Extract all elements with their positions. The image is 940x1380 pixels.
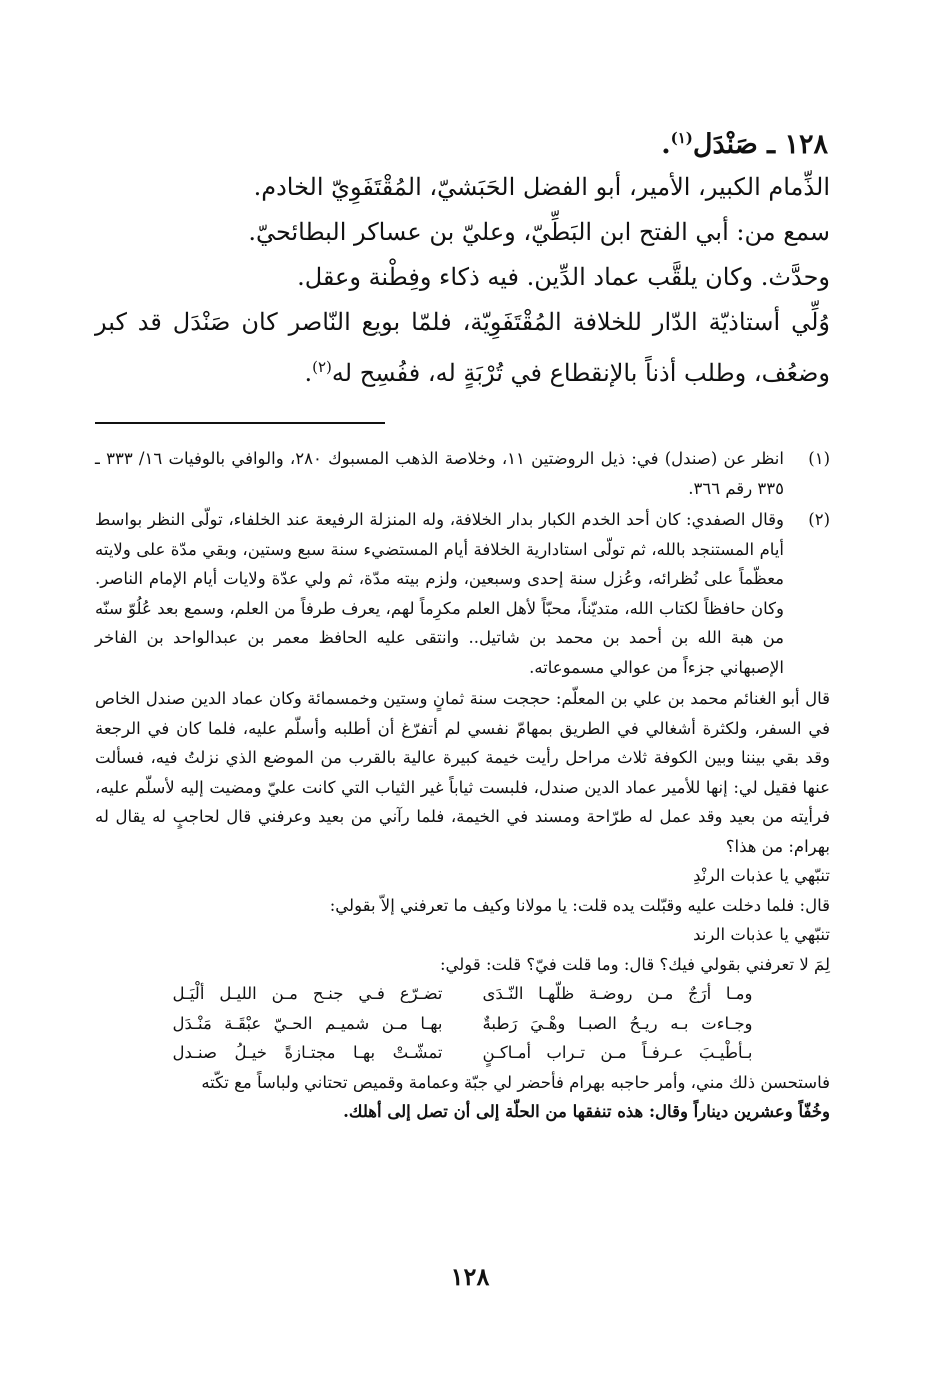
main-line: الذِّمام الكبير، الأمير، أبو الفضل الحَبَشيّ، المُقْتَفَوِيّ الخادم. xyxy=(253,173,830,201)
poem-hemistich-second: بهـا مـن شميـم الحـيّ عبْقَـة مَنْـدَل xyxy=(172,1013,443,1033)
main-paragraph-end: . xyxy=(304,359,313,387)
footnote-narrative: فاستحسن ذلك مني، وأمر حاجبه بهرام فأحضر لي جبّة وعمامة وقميص تحتاني ولباساً مع تكّته xyxy=(201,1072,830,1092)
footnote-narrative: لِمَ لا تعرفني بقولي فيك؟ قال: وما قلت فيّ؟ قلت: قولي: xyxy=(439,954,830,974)
verse-hemistich: تنبّهي يا عذبات الرنْدِ xyxy=(693,866,830,885)
footnote xyxy=(95,505,830,682)
poem-hemistich-second: تمشّـتْ بهـا مجتـازةً خيـلُ صنـدل xyxy=(172,1043,443,1062)
poem-verse xyxy=(95,1009,830,1039)
footnote-text: انظر عن (صندل) في: ذيل الروضتين ١١، وخلاصة الذهب المسبوك ٢٨٠، والوافي بالوفيات ١٦/ ٣٣٣ ـ ٣٣٥ رقم ٣٦٦. xyxy=(95,449,784,498)
main-paragraph xyxy=(95,300,830,396)
entry-note-ref: (١) xyxy=(670,129,693,147)
entry-heading: ١٢٨ ـ صَنْدَل$^{(١)}$. xyxy=(661,129,828,160)
entry-number: ١٢٨ ـ xyxy=(767,129,828,160)
poem-verse xyxy=(95,1038,830,1068)
poem-hemistich-second: تضـرّع فـي جنـح مـن الليـل ألْيَـل xyxy=(172,984,443,1003)
footnote-narrative: قال: فلما دخلت عليه وقبّلت يده قلت: يا مولانا وكيف ما تعرفني إلاّ بقولي: xyxy=(329,895,830,915)
verse-hemistich: تنبّهي يا عذبات الرند xyxy=(693,925,830,944)
poem-hemistich-first: ومـا أرَجٌ مـن روضـة ظلّهـا النّـدَى xyxy=(482,984,753,1003)
footnote-narrative-final: وخُفّاً وعشرين ديناراً وقال: هذه تنفقها من الحلّة إلى أن تصل إلى أهلك. xyxy=(343,1102,830,1121)
main-line: وحدَّث. وكان يلقَّب عماد الدِّين. فيه ذكاء وفِطْنة وعقل. xyxy=(297,263,830,291)
entry-name: صَنْدَل xyxy=(692,129,758,160)
poem-hemistich-first: بـأطْيـبَ عـرفـاً مـن تـراب أمـاكـنٍ xyxy=(482,1043,753,1062)
poem-hemistich-first: وجـاءت بـه ريـحُ الصبـا وهْـيَ رَطبةٌ xyxy=(482,1013,753,1033)
page-number: ١٢٨ xyxy=(450,1262,490,1291)
footnote-text: وقال الصفدي: كان أحد الخدم الكبار بدار الخلافة، وله المنزلة الرفيعة عند الخلفاء، تولّى النظر بواسط أيام المستنجد بالله، ثم تولّى استادارية الخلافة أيام المستضيء سنة سبع وستين، وبقي مدّة على ولايته معظّماً على نُظرائه، وعُزل سنة إحدى وسبعين، ولزم بيته مدّة، ثم ولي عدّة ولايات أيام الإمام الناصر. وكان حافظاً لكتاب الله، متديّناً، محبّاً لأهل العلم مكرِماً لهم، يعرف طرفاً من العلم، وسمع بعد عُلُوّ سنّه من هبة الله بن أحمد بن محمد بن شاتيل.. وانتقى عليه الحافظ معمر بن عبدالواحد بن الفاخر الإصبهاني جزءاً من عوالي مسموعاته. xyxy=(95,510,784,677)
footnote-divider xyxy=(95,422,385,424)
footnote-continuation xyxy=(95,684,830,1127)
footnote-narrative: قال أبو الغنائم محمد بن علي بن المعلّم: حججت سنة ثمانٍ وستين وخمسمائة وكان عماد الدين صندل الخاص في السفر، ولكثرة أشغالي في الطريق بمهامّ نفسي لم أتفرّغ أن أطلبه وأسلّم عليه، فلما كان في الرجعة وقد بقي بيننا وبين الكوفة ثلاث مراحل رأيت خيمة كبيرة عالية بالقرب من الموضع الذي نزلتُ فيه، فسألت عنها فقيل لي: إنها للأمير عماد الدين صندل، فلبست ثياباً غير الثياب التي كانت عليّ ومضيت إليه لأسلّم عليه، فرأيته من بعيد وقد عمل له طرّاحة ومسند في الخيمة، فلما رآني من بعيد وعرفني قال لحاجبٍ له يقال له بهرام: من هذا؟ xyxy=(95,689,830,856)
footnote xyxy=(95,444,830,503)
poem-verse xyxy=(95,979,830,1009)
main-note-ref: (٢) xyxy=(312,358,332,376)
footnote-number: (١) xyxy=(808,449,830,468)
page-body xyxy=(95,118,830,1127)
main-line: سمع من: أبي الفتح ابن البَطِّيّ، وعليّ بن عساكر البطائحيّ. xyxy=(248,218,830,246)
footnote-number: (٢) xyxy=(808,510,830,529)
main-text xyxy=(95,165,830,396)
poem xyxy=(95,979,830,1068)
main-paragraph-text: وُلِّي أستاذيّة الدّار للخلافة المُقْتَفَوِيّة، فلمّا بويع النّاصر كان صَنْدَل قد كبر وضعُف، وطلب أذناً بالإنقطاع في تُرْبَةٍ له، ففُسِح له xyxy=(95,308,830,387)
